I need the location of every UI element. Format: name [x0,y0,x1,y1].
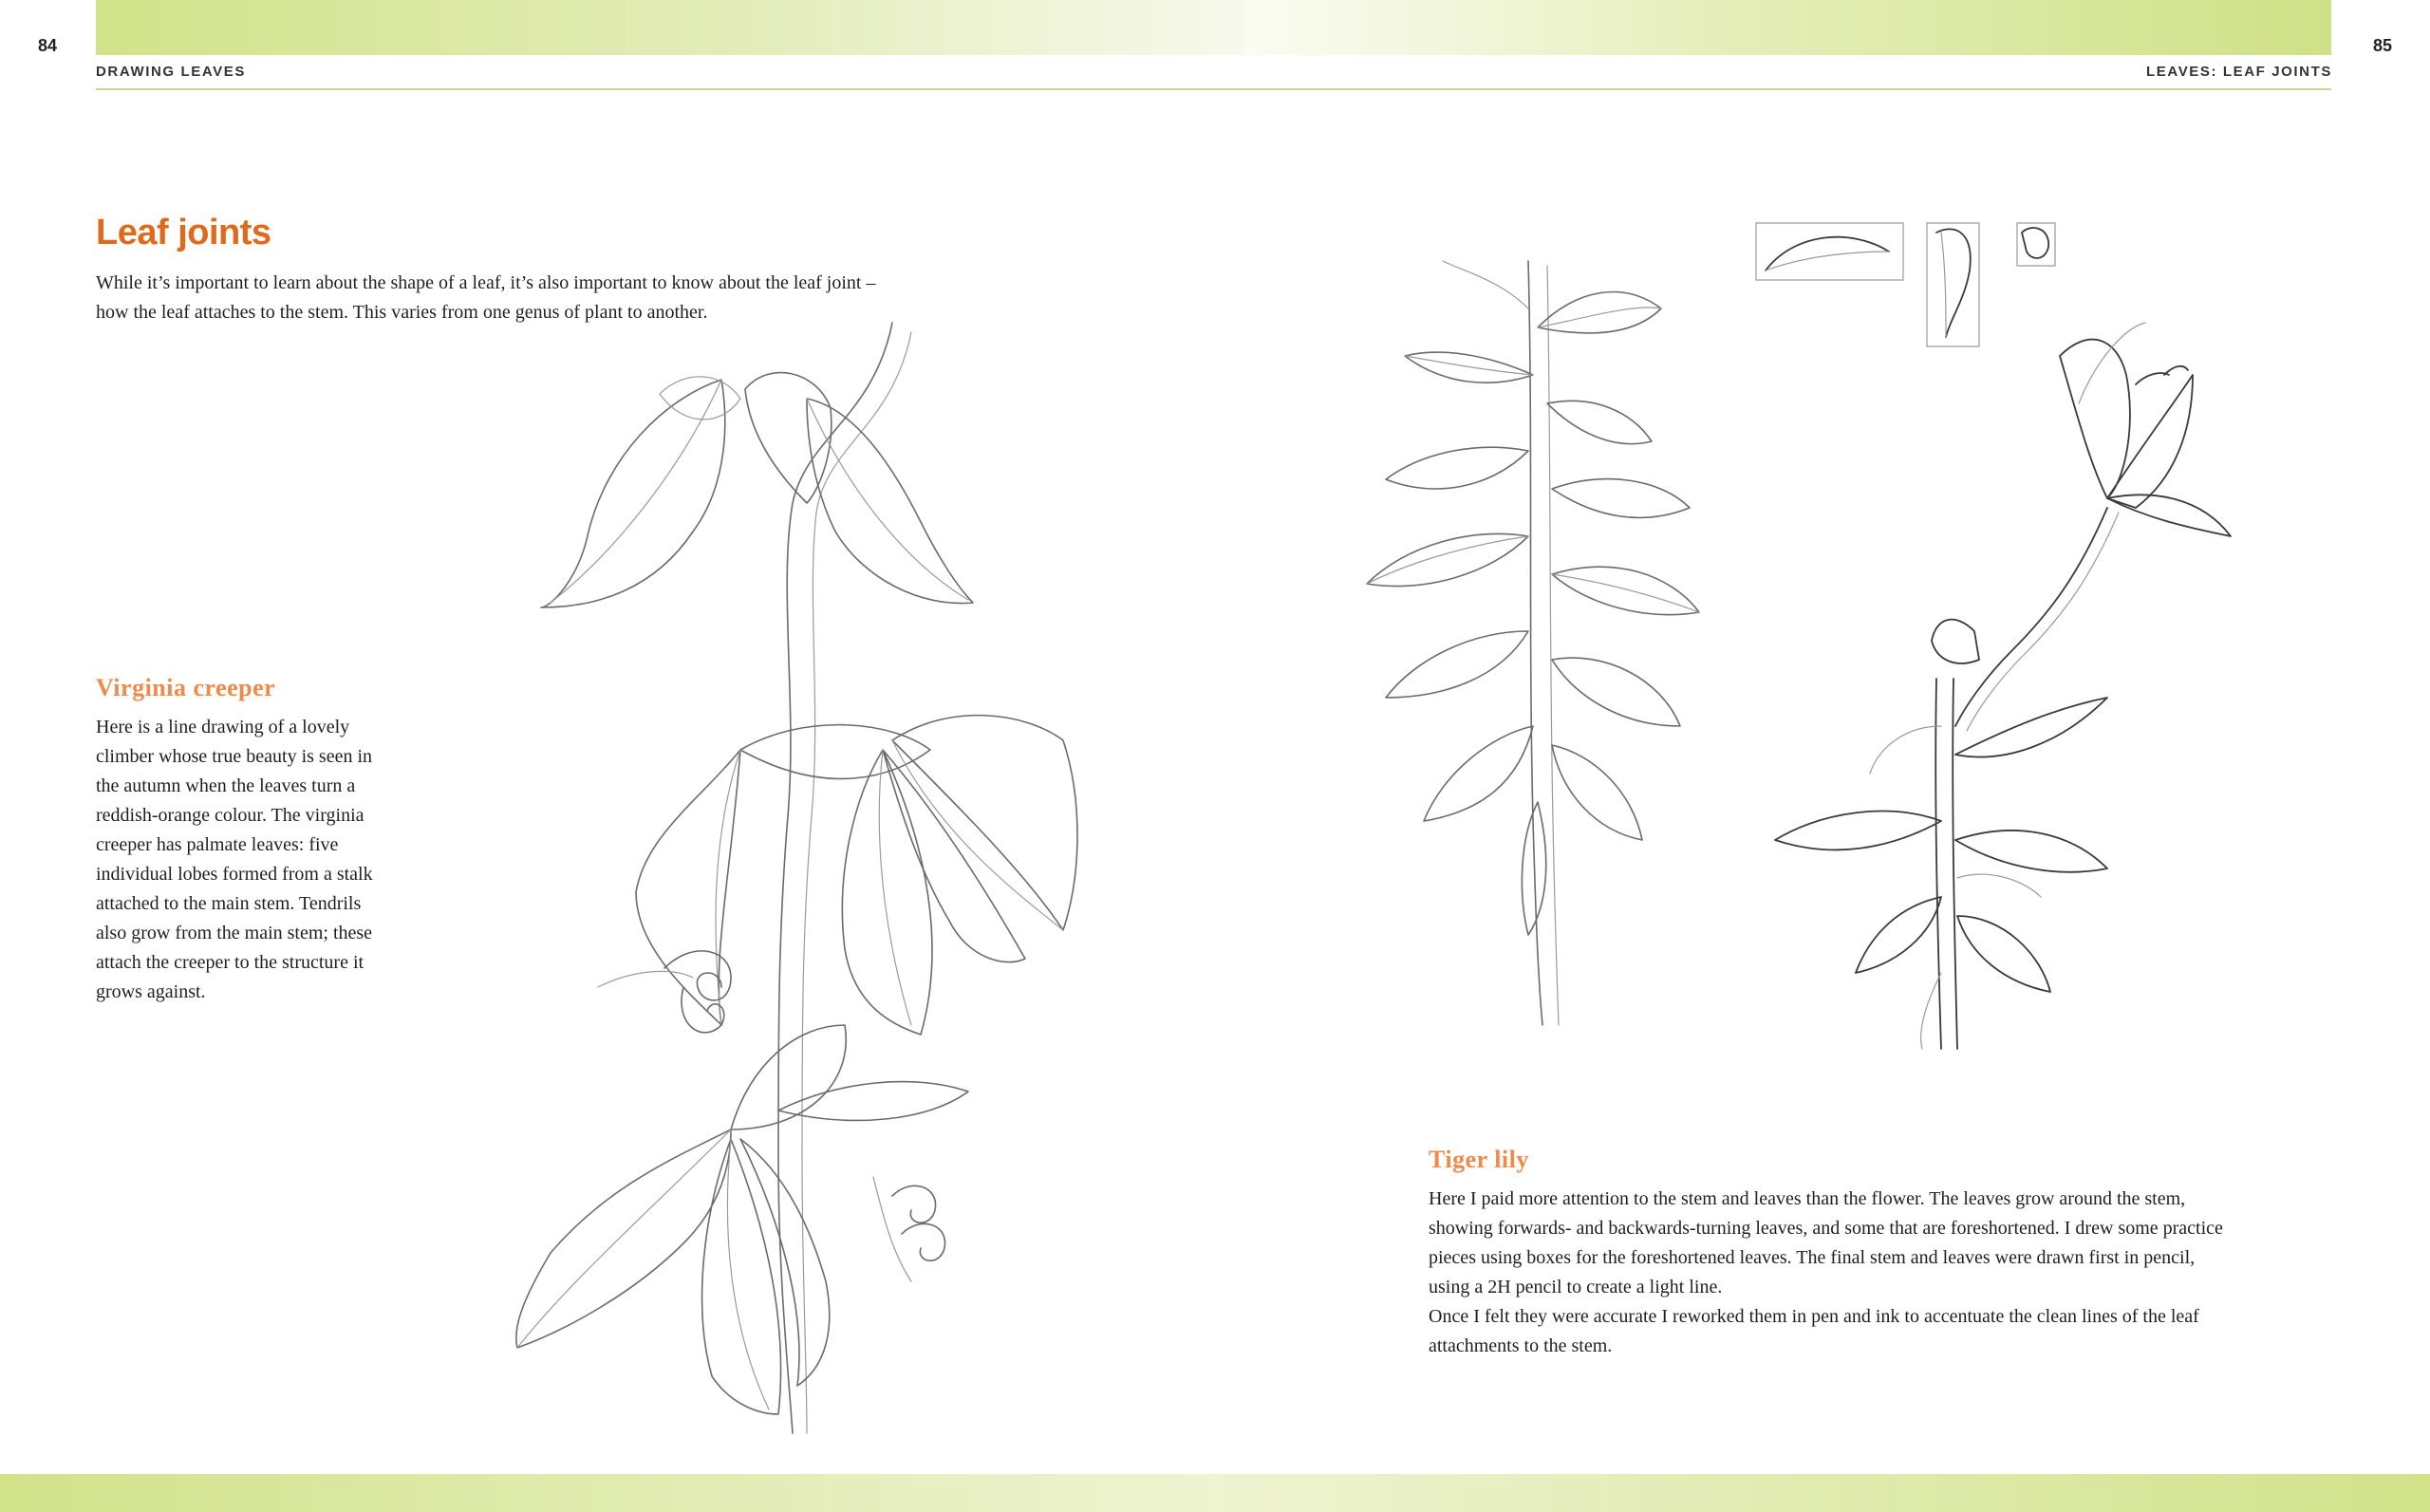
intro-paragraph: While it’s important to learn about the shape of a leaf, it’s also important to know about the leaf joint – how the leaf attaches to the stem. This varies from one genus of plant to another. [96,272,876,323]
virginia-creeper-drawing [494,304,1120,1443]
top-color-band-left [96,0,1244,55]
tiger-lily-text-2: Once I felt they were accurate I reworked them in pen and ink to accentuate the clean lines of the leaf attachments to the stem. [1429,1306,2199,1356]
right-running-head: LEAVES: LEAF JOINTS [2146,64,2332,80]
right-header-rule [1244,88,2331,90]
top-color-band-right [1244,0,2331,55]
virginia-creeper-text: Here is a line drawing of a lovely climber whose true beauty is seen in the autumn when the leaves turn a reddish-orange colour. The virginia creeper has palmate leaves: five individual lobes formed from a stalk attached to the main stem. Tendrils also grow from the main stem; these attach the creeper to the structure it grows against. [96,717,373,1002]
bottom-color-band [0,1474,2430,1512]
left-running-head: DRAWING LEAVES [96,64,246,80]
tiger-lily-ink-drawing [1747,214,2354,1106]
left-header-rule [96,88,1244,90]
tiger-lily-heading: Tiger lily [1429,1146,1529,1173]
page-title: Leaf joints [96,213,271,252]
virginia-creeper-heading: Virginia creeper [96,674,276,701]
tiger-lily-text-1: Here I paid more attention to the stem and leaves than the flower. The leaves grow around the stem, showing forwards- and backwards-turning leaves, and some that are foreshortened. I drew some practice pieces using boxes for the foreshortened leaves. The final stem and leaves were drawn first in pencil, using a 2H pencil to create a light line. [1429,1188,2223,1297]
left-page-number: 84 [38,36,58,55]
tiger-lily-pencil-drawing [1348,252,1775,1030]
right-page-number: 85 [2372,36,2392,55]
